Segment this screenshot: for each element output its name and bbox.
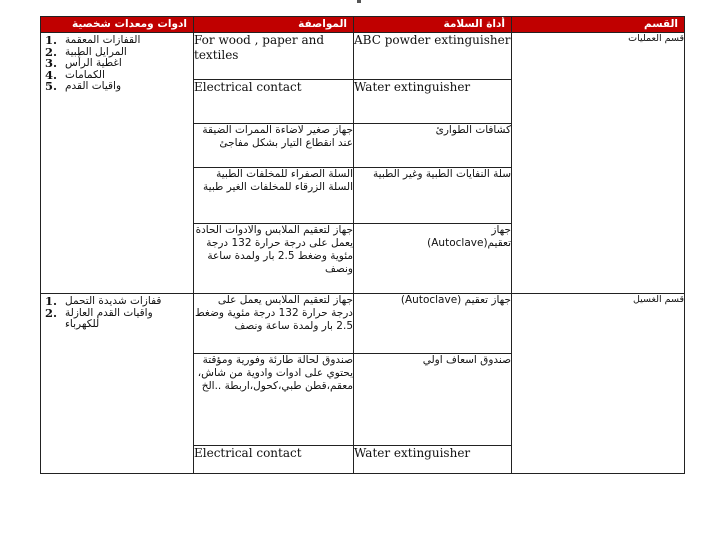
safety-tool-cell: كشافات الطوارئ <box>354 124 512 168</box>
safety-tool-line: تعقيم(Autoclave) <box>427 237 511 249</box>
safety-tool-cell <box>354 224 512 294</box>
list-item: القفازات المعقمة 1. <box>45 33 141 47</box>
safety-table <box>40 16 685 474</box>
header-specification: المواصفة <box>194 17 354 33</box>
safety-tool-line: جهاز <box>491 224 511 236</box>
specification-cell: For wood , paper and textiles <box>194 33 354 80</box>
header-department: القسم <box>512 17 685 33</box>
specification-cell: جهاز صغير لاضاءة الممرات الضيقة عند انقطاع التيار بشكل مفاجئ <box>194 124 354 168</box>
safety-tool-cell: صندوق اسعاف اولي <box>354 354 512 446</box>
specification-cell: صندوق لحالة طارئة وفورية ومؤقتة يحتوي على ادوات وادوية من شاش، معقم،قطن طبي،كحول،اربطة ..الخ <box>194 354 354 446</box>
ppe-list <box>41 294 193 331</box>
ppe-cell <box>41 294 194 474</box>
specification-cell: جهاز لتعقيم الملابس والادوات الحادة يعمل على درجة حرارة 132 درجة مئوية وضغط 2.5 بار ولمدة ساعة ونصف <box>194 224 354 294</box>
page-mark <box>357 0 361 3</box>
list-item: واقيات القدم العازلة للكهرباء 2. <box>45 305 153 330</box>
department-operations: قسم العمليات <box>512 33 685 294</box>
specification-cell: جهاز لتعقيم الملابس يعمل على درجة حرارة 132 درجة مئوية وضغط 2.5 بار ولمدة ساعة ونصف <box>194 294 354 354</box>
header-row <box>41 17 685 33</box>
ppe-list <box>41 33 193 93</box>
safety-tool-cell: ABC powder extinguisher <box>354 33 512 80</box>
list-item: واقيات القدم 5. <box>45 79 122 93</box>
list-item: المرايل الطبية 2. <box>45 44 127 59</box>
specification-cell: Electrical contact <box>194 446 354 474</box>
ppe-cell <box>41 33 194 294</box>
department-laundry: قسم الغسيل <box>512 294 685 474</box>
list-item: قفازات شديدة التحمل 1. <box>45 294 162 308</box>
specification-cell: Electrical contact <box>194 80 354 124</box>
safety-tool-cell: Water extinguisher <box>354 446 512 474</box>
table-row <box>41 294 685 354</box>
safety-tool-cell: Water extinguisher <box>354 80 512 124</box>
safety-tool-cell: سلة النفايات الطبية وغير الطبية <box>354 168 512 224</box>
safety-tool-cell: جهاز تعقيم (Autoclave) <box>354 294 512 354</box>
table-row <box>41 33 685 80</box>
list-item: اغطية الرأس 3. <box>45 56 122 70</box>
header-safety-tool: أداة السلامة <box>354 17 512 33</box>
list-item: الكمامات 4. <box>45 67 105 82</box>
specification-cell: السلة الصفراء للمخلفات الطبية السلة الزرقاء للمخلفات الغير طبية <box>194 168 354 224</box>
header-ppe: ادوات ومعدات شخصية <box>41 17 194 33</box>
